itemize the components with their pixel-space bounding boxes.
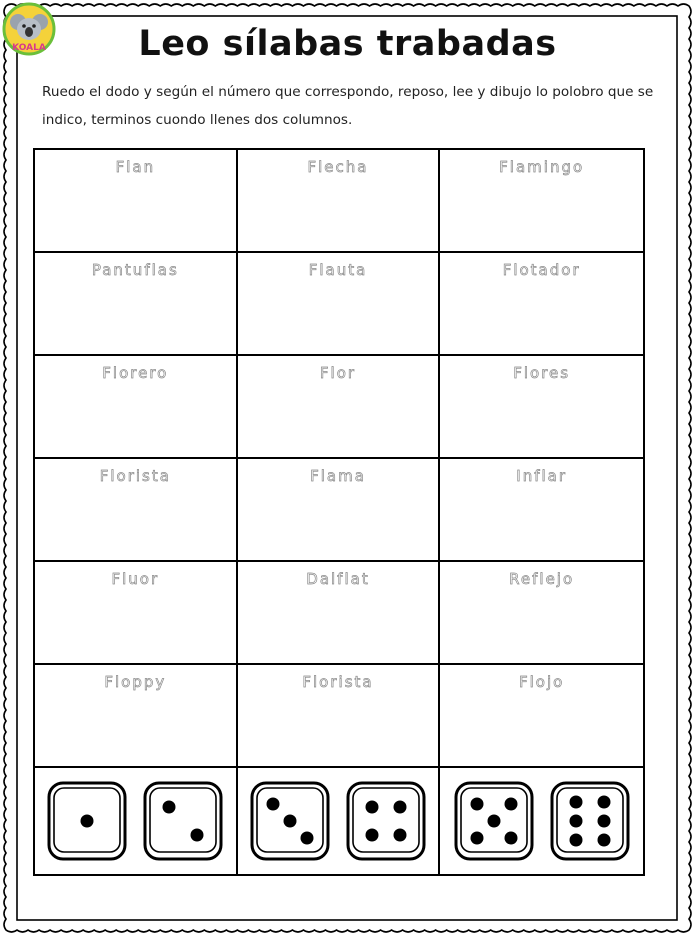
traced-word: Pantuflas (91, 261, 179, 279)
die-5-icon (453, 780, 535, 862)
word-cell[interactable] (35, 150, 238, 253)
die-pip (191, 829, 204, 842)
word-cell[interactable] (440, 459, 643, 562)
die-pip (597, 834, 610, 847)
dice-cell (238, 768, 441, 874)
traced-word: Flotador (502, 261, 581, 279)
word-cell[interactable] (440, 562, 643, 665)
die-3-icon (249, 780, 331, 862)
word-cell[interactable] (35, 665, 238, 768)
die-pip (283, 815, 296, 828)
die-2-icon (142, 780, 224, 862)
die-pip (569, 834, 582, 847)
word-cell[interactable] (238, 150, 441, 253)
die-pip (504, 832, 517, 845)
traced-word: Flamingo (499, 158, 585, 176)
die-pip (597, 796, 610, 809)
traced-word: Flores (513, 364, 571, 382)
traced-word: Florista (302, 673, 374, 691)
traced-word: Floppy (104, 673, 167, 691)
page-title: Leo sílabas trabadas (138, 24, 557, 64)
die-pip (393, 801, 406, 814)
die-pip (470, 832, 483, 845)
word-cell[interactable] (238, 562, 441, 665)
word-cell[interactable] (440, 665, 643, 768)
die-4-icon (345, 780, 427, 862)
traced-word: Dalflat (306, 570, 370, 588)
traced-word: Fluor (111, 570, 160, 588)
dice-cell (35, 768, 238, 874)
die-pip (365, 801, 378, 814)
die-pip (597, 815, 610, 828)
word-cell[interactable] (440, 150, 643, 253)
die-pip (81, 815, 94, 828)
word-cell[interactable] (238, 459, 441, 562)
word-cell[interactable] (35, 253, 238, 356)
die-pip (365, 829, 378, 842)
die-pip (266, 798, 279, 811)
traced-word: Florista (99, 467, 171, 485)
die-pip (163, 801, 176, 814)
traced-word: Inflar (516, 467, 568, 485)
word-grid (33, 148, 645, 876)
traced-word: Flama (310, 467, 366, 485)
die-pip (569, 815, 582, 828)
word-cell[interactable] (440, 356, 643, 459)
traced-word: Reflejo (509, 570, 575, 588)
word-cell[interactable] (440, 253, 643, 356)
die-pip (300, 832, 313, 845)
dice-cell (440, 768, 643, 874)
word-cell[interactable] (35, 562, 238, 665)
word-cell[interactable] (238, 356, 441, 459)
traced-word: Flauta (308, 261, 368, 279)
traced-word: Florero (102, 364, 169, 382)
word-cell[interactable] (238, 665, 441, 768)
traced-word: Flan (115, 158, 156, 176)
die-outline (145, 783, 221, 859)
die-outline (348, 783, 424, 859)
die-pip (504, 798, 517, 811)
logo-text: KOALA (12, 43, 46, 53)
word-cell[interactable] (35, 459, 238, 562)
word-cell[interactable] (35, 356, 238, 459)
die-pip (487, 815, 500, 828)
die-6-icon (549, 780, 631, 862)
die-pip (393, 829, 406, 842)
die-pip (470, 798, 483, 811)
instructions-text: Ruedo el dodo y según el número que correspondo, reposo, lee y dibujo lo polobro que se indico, terminos cuondo llenes dos columnos. (42, 84, 654, 128)
traced-word: Flojo (519, 673, 565, 691)
word-cell[interactable] (238, 253, 441, 356)
die-pip (569, 796, 582, 809)
traced-word: Flecha (307, 158, 369, 176)
traced-word: Flor (319, 364, 357, 382)
die-outline (552, 783, 628, 859)
die-1-icon (46, 780, 128, 862)
